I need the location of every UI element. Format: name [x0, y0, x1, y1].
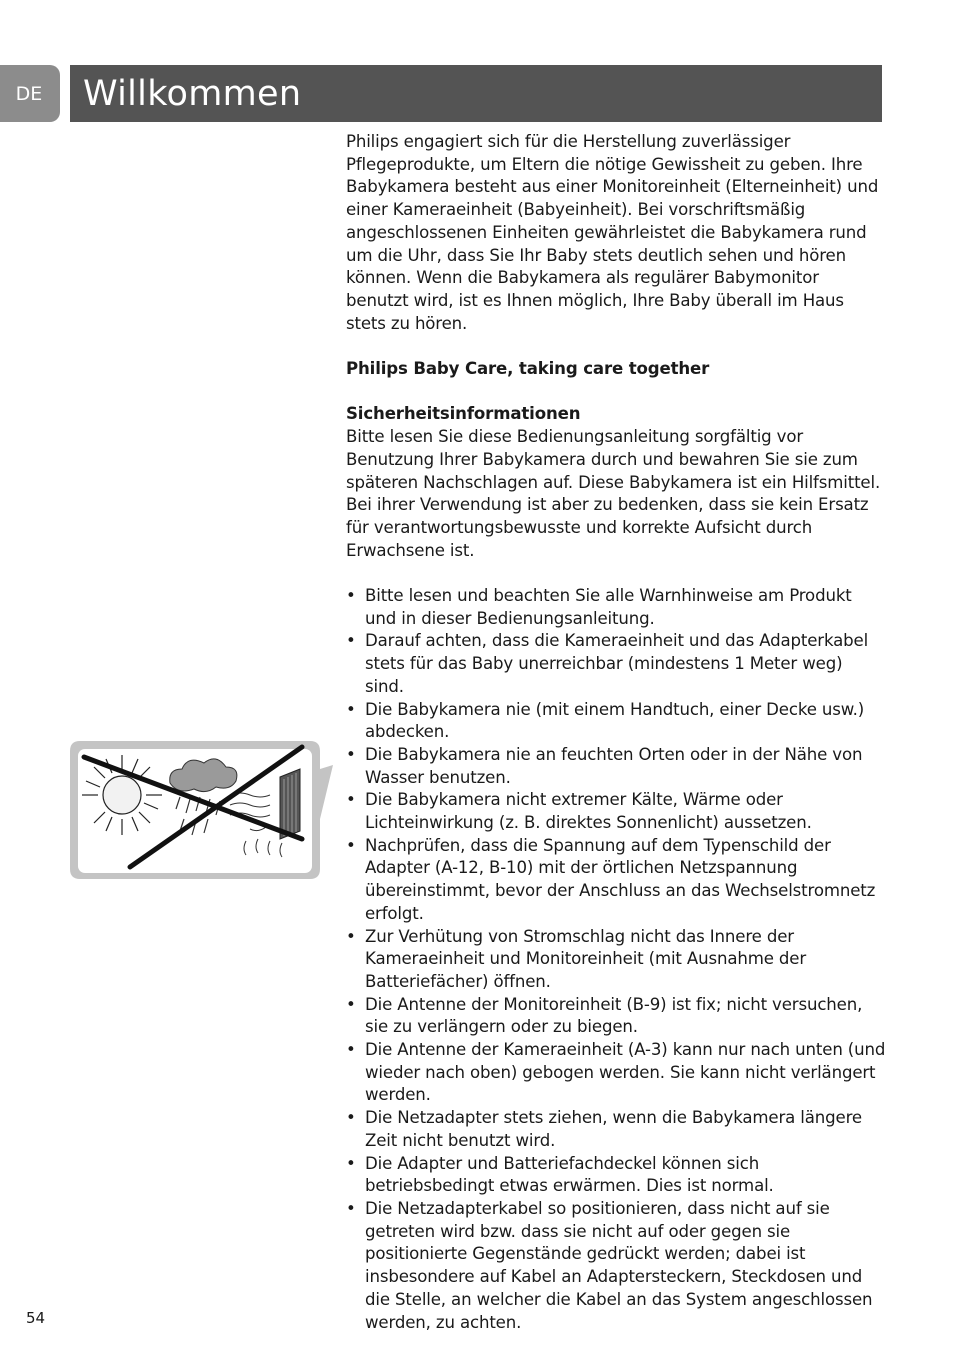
title-bar	[70, 65, 882, 122]
list-item: • Die Netzadapter stets ziehen, wenn die Babykamera längere Zeit nicht benutzt wird.	[346, 1107, 886, 1152]
safety-heading: Sicherheitsinformationen	[346, 404, 581, 424]
language-label: DE	[15, 82, 43, 105]
tagline: Philips Baby Care, taking care together	[346, 359, 710, 379]
page-title: Willkommen	[83, 73, 302, 114]
warning-illustration	[70, 739, 334, 881]
list-item: • Bitte lesen und beachten Sie alle Warnhinweise am Produkt und in dieser Bedienungsanleitung.	[346, 585, 886, 630]
page-number: 54	[26, 1309, 46, 1327]
main-content	[346, 131, 886, 1334]
list-item: • Die Antenne der Kameraeinheit (A-3) kann nur nach unten (und wieder nach oben) gebogen werden. Sie kann nicht verlängert werden.	[346, 1039, 886, 1107]
list-item: • Die Antenne der Monitoreinheit (B-9) ist fix; nicht versuchen, sie zu verlängern oder zu biegen.	[346, 994, 886, 1039]
list-item: • Darauf achten, dass die Kameraeinheit und das Adapterkabel stets für das Baby unerreichbar (mindestens 1 Meter weg) sind.	[346, 630, 886, 698]
list-item: • Die Adapter und Batteriefachdeckel können sich betriebsbedingt etwas erwärmen. Dies ist normal.	[346, 1153, 886, 1198]
list-item: • Nachprüfen, dass die Spannung auf dem Typenschild der Adapter (A-12, B-10) mit der örtlichen Netzspannung übereinstimmt, bevor der Anschluss an das Wechselstromnetz erfolgt.	[346, 835, 886, 926]
language-tab	[0, 65, 60, 122]
list-item: • Die Babykamera nicht extremer Kälte, Wärme oder Lichteinwirkung (z. B. direktes Sonnenlicht) aussetzen.	[346, 789, 886, 834]
sun-icon	[82, 755, 162, 835]
list-item: • Die Babykamera nie an feuchten Orten oder in der Nähe von Wasser benutzen.	[346, 744, 886, 789]
list-item: • Zur Verhütung von Stromschlag nicht das Innere der Kameraeinheit und Monitoreinheit (mit Ausnahme der Batteriefächer) öffnen.	[346, 926, 886, 994]
intro-paragraph: Philips engagiert sich für die Herstellung zuverlässiger Pflegeprodukte, um Eltern die nötige Gewissheit zu geben. Ihre Babykamera besteht aus einer Monitoreinheit (Elterneinheit) und einer Kameraeinheit (Babyeinheit). Bei vorschriftsmäßig angeschlossenen Einheiten gewährleistet die Babykamera rund um die Uhr, dass Sie Ihr Baby stets deutlich sehen und hören können. Wenn die Babykamera als regulärer Babymonitor benutzt wird, ist es Ihnen möglich, Ihre Baby überall im Haus stets zu hören.	[346, 132, 879, 333]
safety-list	[346, 585, 886, 1334]
list-item: • Die Babykamera nie (mit einem Handtuch, einer Decke usw.) abdecken.	[346, 699, 886, 744]
safety-text: Bitte lesen Sie diese Bedienungsanleitung sorgfältig vor Benutzung Ihrer Babykamera durch und bewahren Sie sie zum späteren Nachschlagen auf. Diese Babykamera ist ein Hilfsmittel. Bei ihrer Verwendung ist aber zu bedenken, dass sie kein Ersatz für verantwortungsbewusste und korrekte Aufsicht durch Erwachsene ist.	[346, 427, 881, 560]
list-item: • Die Netzadapterkabel so positionieren, dass nicht auf sie getreten wird bzw. dass sie nicht auf oder gegen sie positionierte Gegenstände gedrückt werden; dabei ist insbesondere auf Kabel an Adaptersteckern, Steckdosen und die Stelle, an welcher die Kabel an das System angeschlossen werden, zu achten.	[346, 1198, 886, 1334]
